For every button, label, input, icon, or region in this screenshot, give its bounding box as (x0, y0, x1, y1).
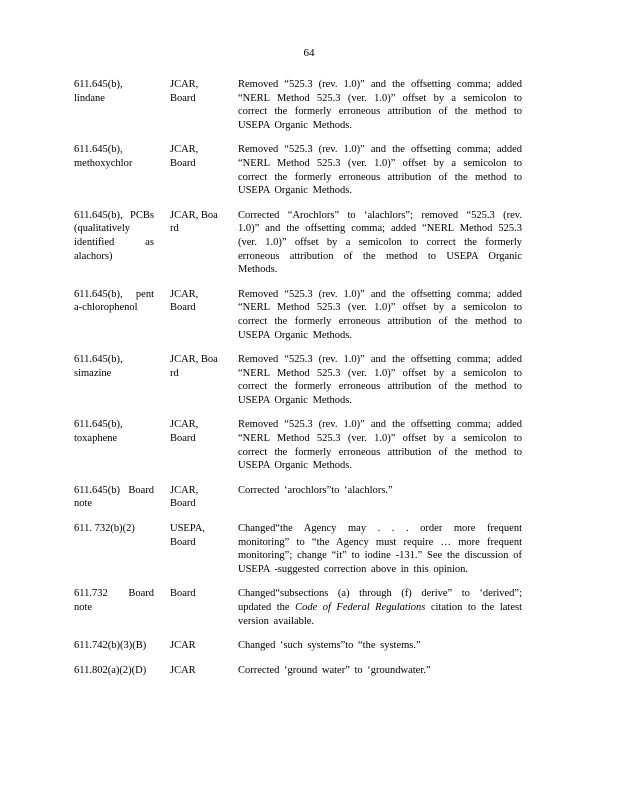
citation-title: Code of Federal Regulations (295, 602, 426, 613)
section-cell: 611.645(b), methoxychlor (74, 144, 133, 169)
table-row (74, 418, 544, 472)
note-cell: Corrected ‘ground water” to ‘groundwater.” (238, 664, 431, 676)
source-cell: Board (170, 588, 196, 600)
source-cell: JCAR, Boa rd (170, 354, 218, 379)
note-cell (238, 587, 522, 628)
table-row (74, 78, 544, 132)
table-row (74, 484, 544, 511)
note-cell: Removed “525.3 (rev. 1.0)” and the offsetting comma; added “NERL Method 525.3 (ver. 1.0)” offset by a semicolon to correct the formerly erroneous attribution of the method to USEPA Organic Methods. (238, 288, 522, 341)
section-cell: 611.645(b), lindane (74, 79, 123, 104)
source-cell: JCAR, Board (170, 419, 199, 445)
note-cell: Removed “525.3 (rev. 1.0)” and the offsetting comma; added “NERL Method 525.3 (ver. 1.0)” offset by a semicolon to correct the formerly erroneous attribution of the method to USEPA Organic Methods. (238, 79, 522, 131)
table-row (74, 639, 544, 653)
table-row (74, 353, 544, 407)
note-cell: Changed ‘such systems”to “the systems.” (238, 640, 421, 652)
source-cell: JCAR, Board (170, 484, 199, 510)
note-cell: Removed “525.3 (rev. 1.0)” and the offsetting comma; added “NERL Method 525.3 (ver. 1.0)” offset by a semicolon to correct the formerly erroneous attribution of the method to USEPA Organic Methods. (238, 354, 522, 406)
table-row (74, 209, 544, 277)
page-number: 64 (303, 47, 315, 59)
table-row (74, 288, 544, 342)
corrections-table (74, 78, 544, 688)
note-text: citation to the latest version available. (238, 602, 522, 627)
note-cell: Changed“the Agency may . . . order more frequent monitoring” to “the Agency must require … more frequent monitoring”; change “it” to iodine -131.” See the discussion of USEPA -suggested correction above in this opinion. (238, 523, 522, 575)
note-cell: Removed “525.3 (rev. 1.0)” and the offsetting comma; added “NERL Method 525.3 (ver. 1.0)” offset by a semicolon to correct the formerly erroneous attribution of the method to USEPA Organic Methods. (238, 144, 522, 197)
note-cell: Corrected ‘arochlors”to ‘alachlors.” (238, 484, 393, 496)
section-cell: 611.742(b)(3)(B) (74, 640, 147, 652)
section-cell: 611.645(b), toxaphene (74, 419, 123, 445)
section-cell: 611.645(b) Board note (74, 484, 154, 510)
section-cell: 611. 732(b)(2) (74, 523, 135, 535)
section-cell: 611.802(a)(2)(D) (74, 664, 147, 676)
section-cell: 611.645(b), pent a-chlorophenol (74, 288, 154, 314)
section-cell: 611.645(b), PCBs (qualitatively identified as alachors) (74, 209, 154, 262)
source-cell: JCAR, Boa rd (170, 209, 218, 235)
note-cell: Removed “525.3 (rev. 1.0)” and the offsetting comma; added “NERL Method 525.3 (ver. 1.0)” offset by a semicolon to correct the formerly erroneous attribution of the method to USEPA Organic Methods. (238, 419, 522, 472)
source-cell: USEPA, Board (170, 523, 205, 548)
source-cell: JCAR, Board (170, 144, 199, 169)
source-cell: JCAR, Board (170, 288, 199, 314)
source-cell: JCAR, Board (170, 79, 199, 104)
table-row (74, 143, 544, 197)
table-row (74, 587, 544, 628)
source-cell: JCAR (170, 640, 196, 652)
section-cell: 611.732 Board note (74, 588, 154, 613)
note-text: Changed“subsections (a) through (f) derive” to ‘derived”; updated the (238, 588, 522, 613)
table-row (74, 522, 544, 576)
source-cell: JCAR (170, 664, 196, 676)
section-cell: 611.645(b), simazine (74, 354, 123, 379)
table-row (74, 664, 544, 678)
note-cell: Corrected “Arochlors” to ‘alachlors”; removed “525.3 (rev. 1.0)” and the offsetting comma; added “NERL Method 525.3 (ver. 1.0)” offset by a semicolon to correct the formerly erroneous attribution of the method to USEPA Organic Methods. (238, 209, 522, 276)
